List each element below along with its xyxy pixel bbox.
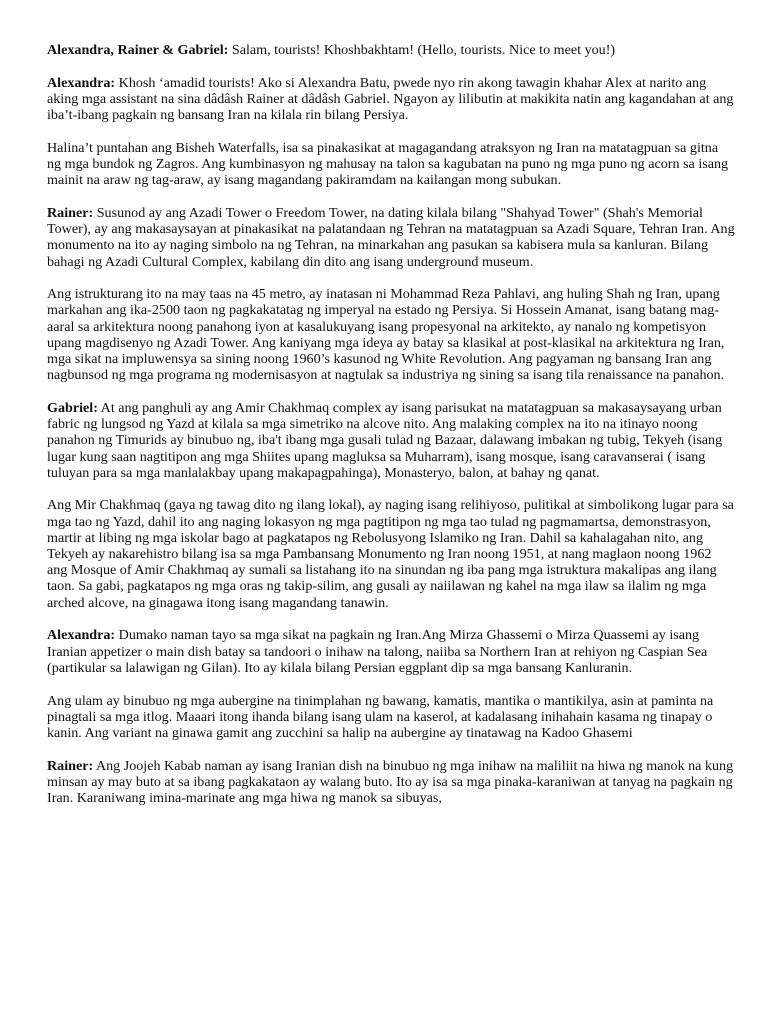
- speaker-name: Alexandra, Rainer & Gabriel:: [47, 42, 229, 58]
- paragraph-3: [47, 140, 735, 189]
- paragraph-text: Susunod ay ang Azadi Tower o Freedom Tower, na dating kilala bilang "Shahyad Tower" (Shah's Memorial Tower), ay ang makasaysayan at pinakasikat na palatandaan ng Tehran na matatagpuan sa Azadi Square, Tehran Iran. Ang monumento na ito ay naging simbolo na ng Tehran, na minarkahan ang pasukan sa kabisera mula sa kanluran. Bilang bahagi ng Azadi Cultural Complex, kabilang din dito ang isang underground museum.: [47, 204, 735, 270]
- speaker-name: Alexandra:: [47, 627, 116, 644]
- speaker-name: Rainer:: [47, 757, 94, 774]
- paragraph-text: Dumako naman tayo sa mga sikat na pagkain ng Iran.Ang Mirza Ghassemi o Mirza Quassemi ay isang Iranian appetizer o main dish batay sa tandoori o inihaw na talong, naiiba sa Northern Iran at rehiyon ng Caspian Sea (partikular sa lalawigan ng Gilan). Ito ay kilala bilang Persian eggplant dip sa mga bansang Kanluranin.: [47, 627, 708, 676]
- paragraph-text: Ang ulam ay binubuo ng mga aubergine na tinimplahan ng bawang, kamatis, mantika o mantikilya, asin at paminta na pinagtali sa mga itlog. Maaari itong ihanda bilang isang ulam na kaserol, at kadalasang inihahain kasama ng tinapay o kanin. Ang variant na ginawa gamit ang zucchini sa halip na aubergine ay tinatawag na Kadoo Ghasemi: [47, 692, 714, 741]
- paragraph-text: Ang Joojeh Kabab naman ay isang Iranian dish na binubuo ng mga inihaw na maliliit na hiwa ng manok na kung minsan ay may buto at sa ibang pagkakataon ay walang buto. Ito ay isa sa mga pinaka-karaniwan at tanyag na pagkain ng Iran. Karaniwang imina-marinate ang mga hiwa ng manok sa sibuyas,: [47, 757, 734, 807]
- paragraph-text: At ang panghuli ay ang Amir Chakhmaq complex ay isang parisukat na matatagpuan sa makasaysayang urban fabric ng lungsod ng Yazd at kilala sa mga simetriko na alcove nito. Ang malaking complex na ito na itinayo noong panahon ng Timurids ay binubuo ng, iba't ibang mga gusali tulad ng Bazaar, dalawang imbakan ng tubig, Tekyeh (isang lugar kung saan nagtitipon ang mga Shiites upang magluksa sa Muharram), isang mosque, isang caravanserai ( isang tuluyan para sa mga manlalakbay upang makapagpahinga), Monasteryo, balon, at bahay ng qanat.: [47, 399, 723, 481]
- paragraph-2: [47, 75, 735, 124]
- speaker-name: Rainer:: [47, 204, 94, 221]
- paragraph-4: [47, 205, 735, 270]
- paragraph-text: Salam, tourists! Khoshbakhtam! (Hello, tourists. Nice to meet you!): [231, 42, 616, 58]
- paragraph-text: Ang istrukturang ito na may taas na 45 metro, ay inatasan ni Mohammad Reza Pahlavi, ang huling Shah ng Iran, upang markahan ang ika-2500 taon ng pagkakatatag ng imperyal na estado ng Persiya. Si Hossein Amanat, isang batang mag-aaral sa arkitektura noong panahong iyon at kasalukuyang isang propesyonal na arkitekto, ay nanalo ng kompetisyon upang magdisenyo ng Azadi Tower. Ang kaniyang mga ideya ay batay sa klasikal at post-klasikal na arkitektura ng Iran, mga sikat na impluwensya sa sining noong 1960’s kasunod ng White Revolution. Ang pagyaman ng bansang Iran ang nagbunsod ng mga programa ng modernisasyon at nagtulak sa industriya ng sining sa isang tila renaissance na panahon.: [47, 286, 725, 384]
- paragraph-text: Halina’t puntahan ang Bisheh Waterfalls, isa sa pinakasikat at magagandang atraksyon ng Iran na matatagpuan sa gitna ng mga bundok ng Zagros. Ang kumbinasyon ng mahusay na talon sa kagubatan na puno ng mga puno ng acorn sa isang mainit na araw ng tag-araw, ay isang magandang pakiramdam na kailangan mong subukan.: [47, 139, 729, 189]
- speaker-name: Alexandra:: [47, 74, 116, 91]
- document-page: [47, 0, 735, 823]
- speaker-name: Gabriel:: [47, 399, 98, 416]
- paragraph-text: Ang Mir Chakhmaq (gaya ng tawag dito ng ilang lokal), ay naging isang relihiyoso, pulitikal at simbolikong lugar para sa mga tao ng Yazd, dahil ito ang naging lokasyon ng mga pagtitipon ng mga tao tulad ng pagmamartsa, demonstrasyon, martir at libing ng mga iskolar bago at pagkatapos ng Rebolusyong Islamiko ng Iran. Dahil sa kahalagahan nito, ang Tekyeh ay nakarehistro bilang isa sa mga Pambansang Monumento ng Iran noong 1951, at nang maglaon noong 1962 ang Mosque of Amir Chakhmaq ay sumali sa listahang ito na sinundan ng iba pang mga istruktura makalipas ang ilang taon. Sa gabi, pagkatapos ng mga oras ng takip-silim, ang gusali ay naiilawan ng kahel na mga ilaw sa ilalim ng mga arched alcove, na ginagawa itong isang magandang tanawin.: [47, 497, 734, 611]
- paragraph-7: [47, 497, 735, 610]
- paragraph-1: [47, 42, 735, 58]
- paragraph-10: [47, 758, 735, 807]
- paragraph-9: [47, 693, 735, 742]
- paragraph-6: [47, 400, 735, 481]
- paragraph-5: [47, 286, 735, 383]
- paragraph-8: [47, 627, 735, 676]
- paragraph-text: Khosh ‘amadid tourists! Ako si Alexandra Batu, pwede nyo rin akong tawagin khahar Alex at narito ang aking mga assistant na sina dâdâsh Rainer at dâdâsh Gabriel. Ngayon ay lilibutin at makikita natin ang kagandahan at ang iba’t-ibang pagkain ng bansang Iran na kilala rin bilang Persiya.: [47, 74, 734, 124]
